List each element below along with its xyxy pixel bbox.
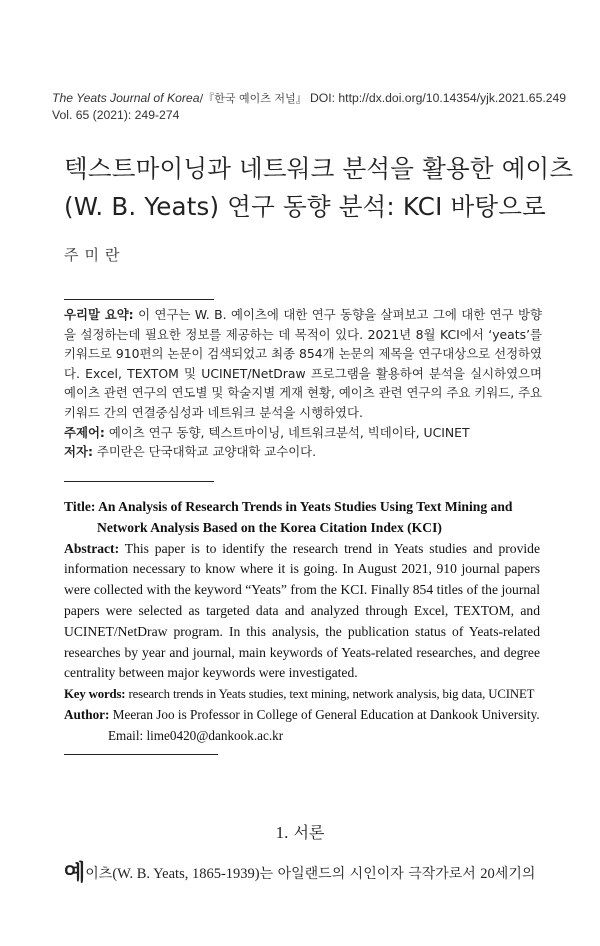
section-number: 1. bbox=[275, 823, 289, 842]
english-abstract-label: Abstract: bbox=[64, 540, 120, 556]
divider bbox=[64, 299, 214, 300]
author-email[interactable]: Email: lime0420@dankook.ac.kr bbox=[108, 727, 284, 743]
english-title-line-1: An Analysis of Research Trends in Yeats Studies Using Text Mining and bbox=[95, 499, 513, 514]
english-author-note bbox=[64, 705, 540, 747]
korean-author-label: 저자: bbox=[64, 444, 93, 460]
english-author-text: Meeran Joo is Professor in College of General Education at Dankook University. bbox=[109, 706, 540, 722]
english-abstract-block bbox=[64, 497, 540, 747]
body-text-b: (W. B. Yeats, 1865-1939) bbox=[112, 866, 260, 882]
divider bbox=[64, 481, 214, 482]
citation-line bbox=[52, 90, 572, 107]
journal-name-ko: /『한국 예이츠 저널』 bbox=[199, 92, 307, 105]
journal-name: The Yeats Journal of Korea bbox=[52, 91, 200, 105]
section-title: 서론 bbox=[288, 823, 325, 842]
english-title-line-2: Network Analysis Based on the Korea Citation Index (KCI) bbox=[97, 519, 442, 535]
korean-title bbox=[64, 150, 574, 226]
body-paragraph bbox=[64, 862, 544, 886]
journal-header bbox=[52, 90, 572, 124]
drop-cap: 예 bbox=[64, 861, 86, 886]
korean-title-line-1: 텍스트마이닝과 네트워크 분석을 활용한 예이츠 bbox=[64, 154, 574, 183]
section-heading bbox=[0, 820, 600, 843]
korean-keywords-text: 예이츠 연구 동향, 텍스트마이닝, 네트워크분석, 빅데이타, UCINET bbox=[104, 424, 470, 440]
body-text-d: 20 bbox=[480, 866, 495, 882]
english-keywords-label: Key words: bbox=[64, 687, 126, 702]
korean-abstract-label: 우리말 요약: bbox=[64, 307, 134, 322]
english-title-label: Title: bbox=[64, 499, 96, 514]
korean-keywords bbox=[64, 423, 542, 443]
author-name: 주미란 bbox=[64, 246, 126, 264]
korean-author-text: 주미란은 단국대학교 교양대학 교수이다. bbox=[92, 444, 317, 460]
english-abstract-text: This paper is to identify the research trend in Yeats studies and provide information necessary to know where it is going. In August 2021, 910 journal papers were collected with the keyword “Yeats” from the KCI. Finally 854 titles of the journal papers were selected as targeted data and analyzed through Excel, TEXTOM, and UCINET/NetDraw program. In this analysis, the publication status of Yeats-related researches by year and journal, main keywords of Yeats-related researches, and degree centrality between major keywords were investigated. bbox=[64, 540, 540, 681]
body-text-a: 이츠 bbox=[85, 866, 113, 882]
english-abstract bbox=[64, 539, 540, 685]
korean-abstract-text: 이 연구는 W. B. 예이츠에 대한 연구 동향을 살펴보고 그에 대한 연구 방향을 설정하는데 필요한 정보를 제공하는 데 목적이 있다. 2021년 8월 KCI에서 ‘yeats’를 키워드로 910편의 논문이 검색되었고 최종 854개 논문의 제목을 연구대상으로 선정하였다. Excel, TEXTOM 및 UCINET/NetDraw 프로그램을 활용하여 분석을 실시하였으며 예이츠 관련 연구의 연도별 및 학술지별 게재 현황, 예이츠 관련 연구의 주요 키워드, 주요 키워드 간의 연결중심성과 네트워크 분석을 시행하였다. bbox=[64, 307, 543, 420]
divider bbox=[64, 754, 218, 755]
body-text-c: 는 아일랜드의 시인이자 극작가로서 bbox=[259, 866, 481, 882]
korean-title-line-2: (W. B. Yeats) 연구 동향 분석: KCI 바탕으로 bbox=[64, 192, 546, 221]
doi-link[interactable]: DOI: http://dx.doi.org/10.14354/yjk.2021.65.249 bbox=[306, 91, 567, 105]
korean-abstract-block bbox=[64, 305, 542, 462]
korean-abstract bbox=[64, 305, 542, 423]
english-keywords bbox=[64, 684, 540, 705]
english-author-label: Author: bbox=[64, 706, 110, 722]
body-text-e: 세기의 bbox=[494, 866, 536, 882]
korean-keywords-label: 주제어: bbox=[64, 424, 105, 440]
english-title bbox=[64, 497, 540, 539]
volume-line: Vol. 65 (2021): 249-274 bbox=[52, 108, 180, 122]
korean-author-note bbox=[64, 442, 542, 462]
english-keywords-text: research trends in Yeats studies, text mining, network analysis, big data, UCINET bbox=[125, 687, 535, 702]
